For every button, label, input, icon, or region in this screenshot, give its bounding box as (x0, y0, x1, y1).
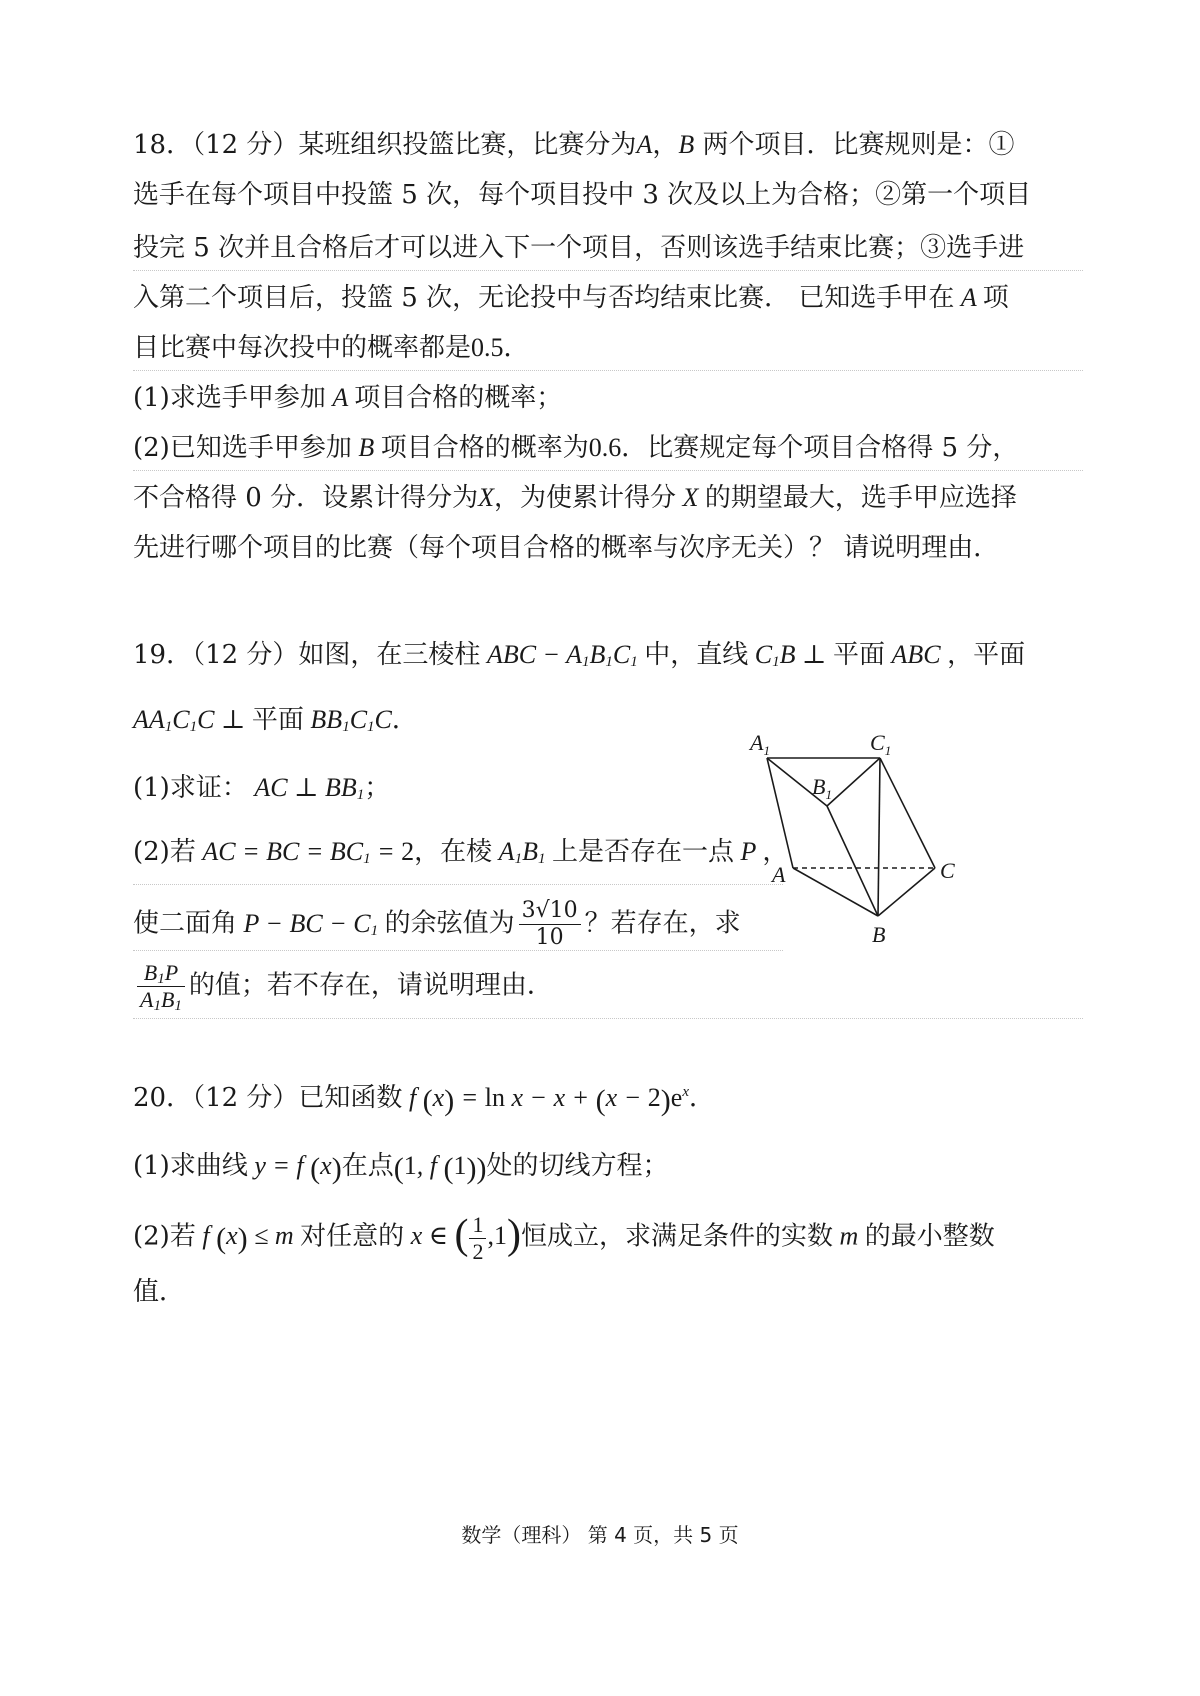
label-b: B (872, 922, 886, 947)
q19-line-1: 19．（12 分）如图，在三棱柱 ABC − $A_1B_1C_1$ 中，直线 $C_1B$ ⊥ 平面 ABC ，平面 (133, 640, 1026, 670)
page-footer: 数学（理科） 第 4 页，共 5 页 (461, 1523, 739, 1547)
cosine-fraction: $\frac{3√10}{10}$ (519, 898, 581, 951)
q19-part-2: (2)若 AC = BC = $BC_1 = 2$，在棱 $A_1B_1$ 上是否存在一点 P ， (133, 837, 789, 867)
prism-figure (750, 730, 990, 958)
q18-line-1: 18．（12 分）某班组织投篮比赛，比赛分为A，B 两个项目．比赛规则是：① (133, 130, 1015, 160)
q18-part-2: (2)已知选手甲参加 B 项目合格的概率为0.6．比赛规定每个项目合格得 5 分， (133, 433, 1019, 463)
ruled-line (133, 470, 1083, 471)
label-b1: $B_1$ (812, 774, 832, 802)
label-a: A (772, 862, 786, 887)
q18-line-5: 目比赛中每次投中的概率都是0.5． (133, 333, 530, 363)
edge-b-c (878, 868, 935, 916)
q20-part-1: (1)求曲线 y = f (x)在点(1, f (1))处的切线方程； (133, 1151, 669, 1185)
ratio-fraction: $\frac{B_1P}{A_1B_1}$ (137, 960, 185, 1013)
edge-c1-b (878, 758, 880, 916)
q20-part-2-line-2: 值． (133, 1277, 186, 1307)
ruled-line (133, 270, 1083, 271)
label-c1: $C_1$ (870, 730, 892, 758)
q19-part-2-line-3: $\frac{B_1P}{A_1B_1}$ 的值；若不存在，请说明理由． (133, 960, 553, 1013)
q18-line-3: 投完 5 次并且合格后才可以进入下一个项目，否则该选手结束比赛；③选手进 (133, 233, 1025, 263)
ruled-line (133, 370, 1083, 371)
q20-part-2: (2)若 f (x) ≤ m 对任意的 x ∈ ( $\frac{1}{2}$ ,1)恒成立，求满足条件的实数 m 的最小整数 (133, 1212, 995, 1264)
label-a1: $A_1$ (750, 730, 770, 758)
q18-part-1: (1)求选手甲参加 A 项目合格的概率； (133, 383, 563, 413)
q18-line-4: 入第二个项目后，投篮 5 次，无论投中与否均结束比赛． 已知选手甲在 A 项 (133, 283, 1009, 313)
q20-line-1: 20．（12 分）已知函数 f $(x) = \ln x - x + (x - 2)e^x$． (133, 1083, 715, 1117)
edge-b1-b (827, 806, 878, 916)
ruled-line (133, 950, 783, 951)
q18-part-2-line-2: 不合格得 0 分．设累计得分为X，为使累计得分 X 的期望最大，选手甲应选择 (133, 483, 1017, 513)
q19-line-2: $AA_1C_1C$ ⊥ 平面 $BB_1C_1C$． (133, 705, 418, 735)
q19-part-2-line-2: 使二面角 P − BC − $C_1$ 的余弦值为 $\frac{3√10}{10}$ ？若存在，求 (133, 898, 741, 950)
q18-part-2-line-3: 先进行哪个项目的比赛（每个项目合格的概率与次序无关）？ 请说明理由． (133, 533, 1000, 563)
q18-line-2: 选手在每个项目中投篮 5 次，每个项目投中 3 次及以上为合格；②第一个项目 (133, 180, 1032, 210)
ruled-line (133, 884, 783, 885)
ruled-line (133, 1018, 1083, 1019)
edge-b1-c1 (827, 758, 880, 806)
edge-c1-c (880, 758, 935, 868)
q19-part-1: (1)求证： AC ⊥ $BB_1$； (133, 773, 391, 803)
edge-a-b (793, 868, 878, 916)
label-c: C (940, 858, 955, 883)
